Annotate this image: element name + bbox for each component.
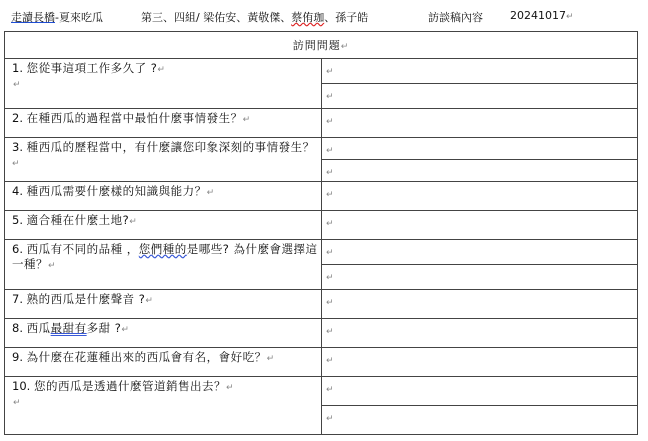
paragraph-mark: ↵ [225,383,234,393]
title-place: 走讀長橋 [11,11,55,24]
question-row [5,182,638,211]
question-number: 1. [12,61,27,75]
question-number: 7. [12,292,27,306]
question-row [5,138,638,160]
paragraph-mark: ↵ [12,159,20,169]
question-cell[interactable] [5,109,322,138]
document-title [11,9,103,25]
answer-cell[interactable]: ↵ [322,211,638,240]
question-text-part: 西瓜 [26,321,51,335]
question-row [5,109,638,138]
question-text: 種西瓜需要什麼樣的知識與能力？ [26,184,207,198]
empty-paragraph-mark: ↵ [13,80,21,90]
answer-cell[interactable]: ↵ [322,59,638,84]
question-row [5,59,638,84]
answer-cell[interactable]: ↵ [322,348,638,377]
question-row [5,290,638,319]
question-row [5,240,638,265]
group-member-last: 、孫子皓 [324,11,369,24]
answer-cell[interactable]: ↵ [322,406,638,435]
answer-cell[interactable]: ↵ [322,160,638,182]
question-text: 種西瓜的歷程當中，有什麼讓您印象深刻的事情發生？ [26,140,315,154]
question-text [27,321,122,335]
answer-cell[interactable]: ↵ [322,84,638,109]
answer-cell[interactable]: ↵ [322,240,638,265]
question-cell[interactable] [5,138,322,182]
question-text: 您從事這項工作多久了 ? [26,61,158,75]
question-text: 為什麼在花蓮種出來的西瓜會有名，會好吃？ [26,350,267,364]
paragraph-mark: ↵ [157,65,165,75]
paragraph-mark: ↵ [145,296,153,306]
question-cell[interactable] [5,377,322,435]
question-text: 在種西瓜的過程當中最怕什麼事情發生？ [26,111,243,125]
answer-cell[interactable]: ↵ [322,138,638,160]
group-members-text: 第三、四組/ 梁佑安、黃敬傑、 [141,11,292,24]
question-number: 4. [12,184,27,198]
empty-paragraph-mark: ↵ [13,398,21,408]
document-type: 訪談稿內容 [428,11,483,24]
question-row [5,319,638,348]
question-text-part: 是哪些? 為什麼會選擇這一種？ [12,242,318,271]
paragraph-mark: ↵ [242,115,251,125]
table-header-row [5,32,638,59]
question-number: 9. [12,350,27,364]
answer-cell[interactable]: ↵ [322,290,638,319]
grammar-marked-text: 最甜有 [50,321,87,335]
document-date [510,9,574,22]
question-cell[interactable] [5,240,322,290]
group-members [141,9,368,25]
table-heading [5,32,638,59]
question-number: 10. [12,379,34,393]
question-cell[interactable] [5,182,322,211]
question-number: 6. [12,242,27,256]
interview-table [4,31,638,435]
answer-cell[interactable]: ↵ [322,109,638,138]
question-number: 5. [12,213,27,227]
paragraph-mark: ↵ [340,42,350,52]
paragraph-mark: ↵ [121,325,129,335]
question-text [12,242,318,271]
question-number: 8. [12,321,27,335]
table-heading-text: 訪問問題 [292,39,341,52]
title-theme: -夏來吃瓜 [55,11,103,24]
question-cell[interactable] [5,59,322,109]
question-text-part: 多甜 ? [86,321,122,335]
question-cell[interactable] [5,290,322,319]
paragraph-mark: ↵ [48,261,56,271]
grammar-marked-text: 您們種的 [138,242,187,256]
question-text: 熟的西瓜是什麼聲音 ? [26,292,146,306]
answer-cell[interactable]: ↵ [322,265,638,290]
answer-cell[interactable]: ↵ [322,377,638,406]
question-text: 您的西瓜是透過什麼管道銷售出去？ [33,379,226,393]
question-cell[interactable] [5,348,322,377]
question-row [5,348,638,377]
question-number: 3. [12,140,27,154]
paragraph-mark: ↵ [266,354,275,364]
paragraph-mark: ↵ [129,217,137,227]
date-text: 20241017 [510,9,566,22]
question-cell[interactable] [5,319,322,348]
question-text: 適合種在什麼土地? [26,213,130,227]
question-row [5,211,638,240]
answer-cell[interactable]: ↵ [322,182,638,211]
question-cell[interactable] [5,211,322,240]
answer-cell[interactable]: ↵ [322,319,638,348]
group-member-spellcheck: 蔡侑珈 [291,11,325,24]
question-number: 2. [12,111,27,125]
question-text-part: 西瓜有不同的品種 ， [26,242,139,256]
paragraph-mark: ↵ [206,188,215,198]
paragraph-mark: ↵ [566,12,574,22]
question-row [5,377,638,406]
